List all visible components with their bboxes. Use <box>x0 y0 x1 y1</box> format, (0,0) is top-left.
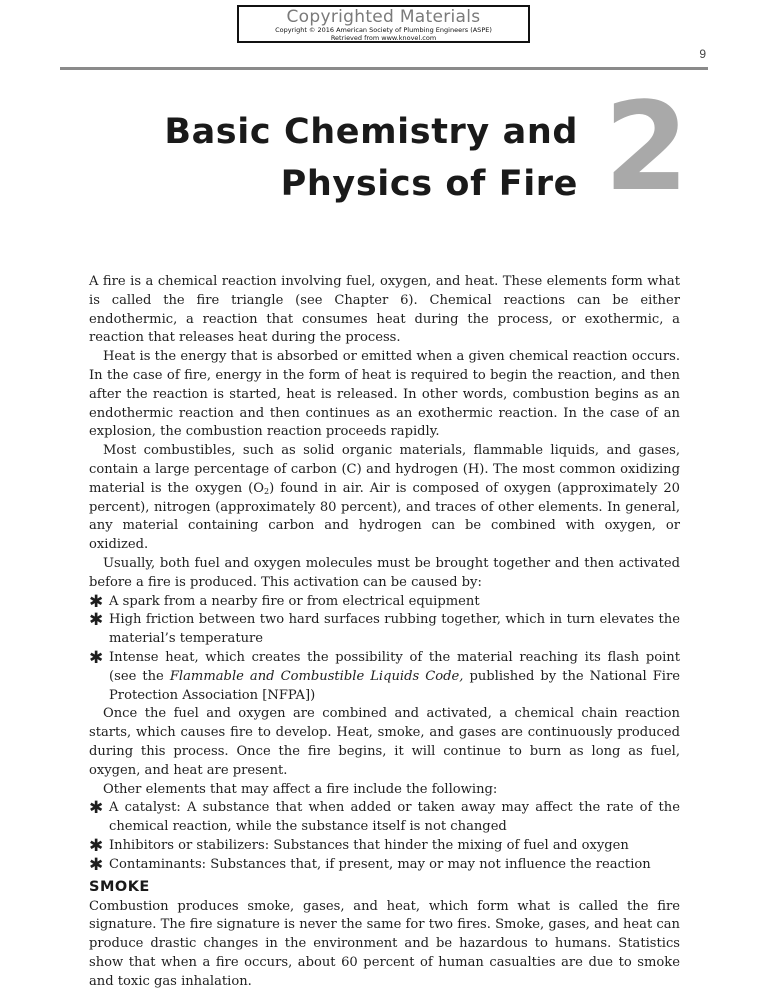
asterisk-bullet-icon: ✱ <box>89 591 104 612</box>
paragraph-chain-reaction: Once the fuel and oxygen are combined and activated, a chemical chain reaction starts, which causes fire to develop. Heat, smoke, and gases are continuously produced during this process. Once the fire begins, it will continue to burn as long as fuel, oxygen, and heat are present. <box>89 706 680 778</box>
stamp-title: Copyrighted Materials <box>286 7 481 27</box>
copyright-stamp <box>237 5 530 43</box>
list-item <box>89 799 680 837</box>
list-item-text: A catalyst: A substance that when added or taken away may affect the rate of the chemical reaction, while the substance itself is not changed <box>109 800 680 835</box>
asterisk-bullet-icon: ✱ <box>89 835 104 856</box>
chapter-title-line-2: Physics of Fire <box>280 164 578 204</box>
paragraph-fire-triangle: A fire is a chemical reaction involving fuel, oxygen, and heat. These elements form what is called the fire triangle (see Chapter 6). Chemical reactions can be either endothermic, a reaction that consumes heat during the process, or exothermic, a reaction that releases heat during the process. <box>89 274 680 346</box>
list-item <box>89 856 680 875</box>
paragraph-activation: Usually, both fuel and oxygen molecules must be brought together and then activated before a fire is produced. This activation can be caused by: <box>89 555 680 590</box>
section-heading-smoke: SMOKE <box>89 878 150 895</box>
body-text <box>89 273 680 991</box>
list-item <box>89 649 680 705</box>
activation-list <box>89 593 680 706</box>
oxygen-subscript: 2 <box>264 486 270 496</box>
asterisk-bullet-icon: ✱ <box>89 647 104 668</box>
list-item-text: Inhibitors or stabilizers: Substances that hinder the mixing of fuel and oxygen <box>109 837 629 853</box>
asterisk-bullet-icon: ✱ <box>89 610 104 631</box>
paragraph-smoke: Combustion produces smoke, gases, and heat, which form what is called the fire signature. The fire signature is never the same for two fires. Smoke, gases, and heat can produce drastic changes in the environment and be hazardous to humans. Statistics show that when a fire occurs, about 60 percent of human casualties are due to smoke and toxic gas inhalation. <box>89 898 680 989</box>
list-item-text: published by the National Fire Protection Association [NFPA]) <box>109 668 681 703</box>
list-item-text: A spark from a nearby fire or from electrical equipment <box>109 593 480 609</box>
list-item <box>89 611 680 649</box>
paragraph-combustibles <box>89 442 680 555</box>
paragraph-combustibles-part-1: Most combustibles, such as solid organic materials, flammable liquids, and gases, contain a large percentage of carbon (C) and hydrogen (H). The most common oxidizing material is the oxygen (O <box>89 443 680 496</box>
asterisk-bullet-icon: ✱ <box>89 854 104 875</box>
list-item <box>89 837 680 856</box>
list-item-text: Intense heat, which creates the possibility of the material reaching its flash point (see the <box>109 649 680 684</box>
page-number: 9 <box>699 47 706 61</box>
chapter-title <box>164 106 578 210</box>
chapter-number: 2 <box>604 76 689 218</box>
chapter-title-line-1: Basic Chemistry and <box>164 112 578 152</box>
asterisk-bullet-icon: ✱ <box>89 798 104 819</box>
list-item <box>89 593 680 612</box>
header-rule <box>60 67 708 70</box>
stamp-copyright-line: Copyright © 2016 American Society of Plumbing Engineers (ASPE) <box>275 26 492 34</box>
list-item-text: Contaminants: Substances that, if present, may or may not influence the reaction <box>109 856 651 872</box>
paragraph-heat: Heat is the energy that is absorbed or emitted when a given chemical reaction occurs. In the case of fire, energy in the form of heat is required to begin the reaction, and then after the reaction is started, heat is released. In other words, combustion begins as an endothermic reaction and then continues as an exothermic reaction. In the case of an explosion, the combustion reaction proceeds rapidly. <box>89 349 680 440</box>
other-elements-list <box>89 799 680 874</box>
list-item-text: High friction between two hard surfaces rubbing together, which in turn elevates the material’s temperature <box>109 612 680 647</box>
stamp-source-line: Retrieved from www.knovel.com <box>330 34 437 42</box>
paragraph-other-elements: Other elements that may affect a fire include the following: <box>103 781 498 797</box>
paragraph-combustibles-part-2: ) found in air. Air is composed of oxygen (approximately 20 percent), nitrogen (approximately 80 percent), and traces of other elements. In general, any material containing carbon and hydrogen can be combined with oxygen, or oxidized. <box>89 480 680 553</box>
code-title-italic: Flammable and Combustible Liquids Code, <box>169 668 464 684</box>
